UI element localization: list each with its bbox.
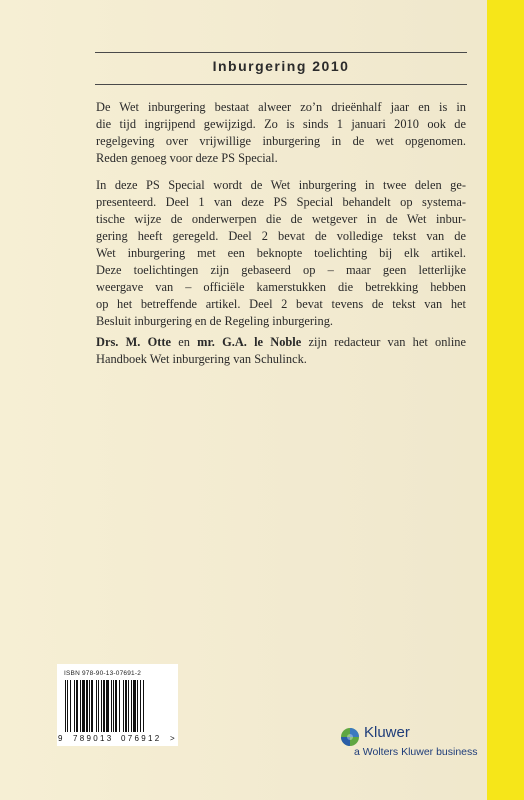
- barcode-stripe: [115, 680, 117, 732]
- barcode-stripe: [113, 680, 114, 732]
- barcode-stripe: [67, 680, 68, 732]
- text-line: Reden genoeg voor deze PS Special.: [96, 151, 278, 165]
- barcode-stripe: [91, 680, 93, 732]
- barcode-stripe: [106, 680, 109, 732]
- author-name: Drs. M. Otte: [96, 335, 171, 349]
- text-line: tische wijze de onderwerpen die de wetgever in de Wet inbur-: [96, 212, 466, 226]
- barcode-stripe: [101, 680, 102, 732]
- barcode-digit-first: 9: [58, 734, 63, 743]
- text-line: [96, 334, 466, 351]
- barcode-stripe: [133, 680, 136, 732]
- kluwer-globe-icon: [340, 727, 360, 747]
- intro-paragraph: [96, 99, 466, 167]
- text-line: Besluit inburgering en de Regeling inburgering.: [96, 314, 333, 328]
- publisher-name: Kluwer: [364, 724, 410, 741]
- title-rule-bottom: [95, 84, 467, 85]
- barcode-stripe: [111, 680, 112, 732]
- barcode-digit-group: 789013: [73, 734, 114, 743]
- author-name: mr. G.A. le Noble: [197, 335, 302, 349]
- barcode-stripe: [103, 680, 105, 732]
- barcode-stripe: [119, 680, 120, 732]
- title-rule-top: [95, 52, 467, 53]
- text-line: In deze PS Special wordt de Wet inburgering in twee delen ge-: [96, 178, 466, 192]
- barcode-stripe: [86, 680, 88, 732]
- text-line: regelgeving over vrijwillige inburgering in de wet opgenomen.: [96, 134, 466, 148]
- barcode-stripe: [125, 680, 127, 732]
- text-line: weergave van – officiële kamerstukken die betrekking hebben: [96, 280, 466, 294]
- barcode-stripe: [89, 680, 90, 732]
- text-line: op het betreffende artikel. Deel 2 bevat tevens de tekst van het: [96, 297, 466, 311]
- barcode: [65, 680, 171, 732]
- yellow-spine-strip: [487, 0, 524, 800]
- barcode-stripe: [143, 680, 144, 732]
- barcode-stripe: [140, 680, 141, 732]
- barcode-stripe: [96, 680, 97, 732]
- authors-paragraph: [96, 334, 466, 368]
- book-title: Inburgering 2010: [212, 58, 350, 74]
- conjunction: en: [178, 335, 190, 349]
- publisher-logo: [340, 724, 490, 764]
- barcode-digit-group: 076912: [121, 734, 162, 743]
- text-line: Wet inburgering met een beknopte toelichting bij elk artikel.: [96, 246, 466, 260]
- text-line: die tijd ingrijpend gewijzigd. Zo is sinds 1 januari 2010 ook de: [96, 117, 466, 131]
- barcode-stripe: [65, 680, 66, 732]
- description-paragraph: [96, 177, 466, 330]
- barcode-stripe: [123, 680, 124, 732]
- barcode-stripe: [76, 680, 78, 732]
- text-line: Deze toelichtingen zijn gebaseerd op – maar geen letterlijke: [96, 263, 466, 277]
- barcode-arrow: >: [170, 734, 175, 743]
- barcode-stripe: [82, 680, 85, 732]
- text-line: presenteerd. Deel 1 van deze PS Special behandelt op systema-: [96, 195, 466, 209]
- barcode-stripe: [131, 680, 132, 732]
- barcode-stripe: [74, 680, 75, 732]
- publisher-tagline: a Wolters Kluwer business: [354, 746, 478, 758]
- barcode-stripe: [128, 680, 129, 732]
- barcode-stripe: [80, 680, 81, 732]
- barcode-panel: [57, 664, 178, 746]
- text-line: Handboek Wet inburgering van Schulinck.: [96, 352, 307, 366]
- author-role: zijn redacteur van het online: [308, 335, 466, 349]
- barcode-stripe: [98, 680, 99, 732]
- text-line: De Wet inburgering bestaat alweer zo’n drieënhalf jaar en is in: [96, 100, 466, 114]
- text-line: gering heeft geregeld. Deel 2 bevat de volledige tekst van de: [96, 229, 466, 243]
- barcode-stripe: [70, 680, 71, 732]
- barcode-stripe: [137, 680, 138, 732]
- isbn-label: ISBN 978-90-13-07691-2: [64, 670, 142, 677]
